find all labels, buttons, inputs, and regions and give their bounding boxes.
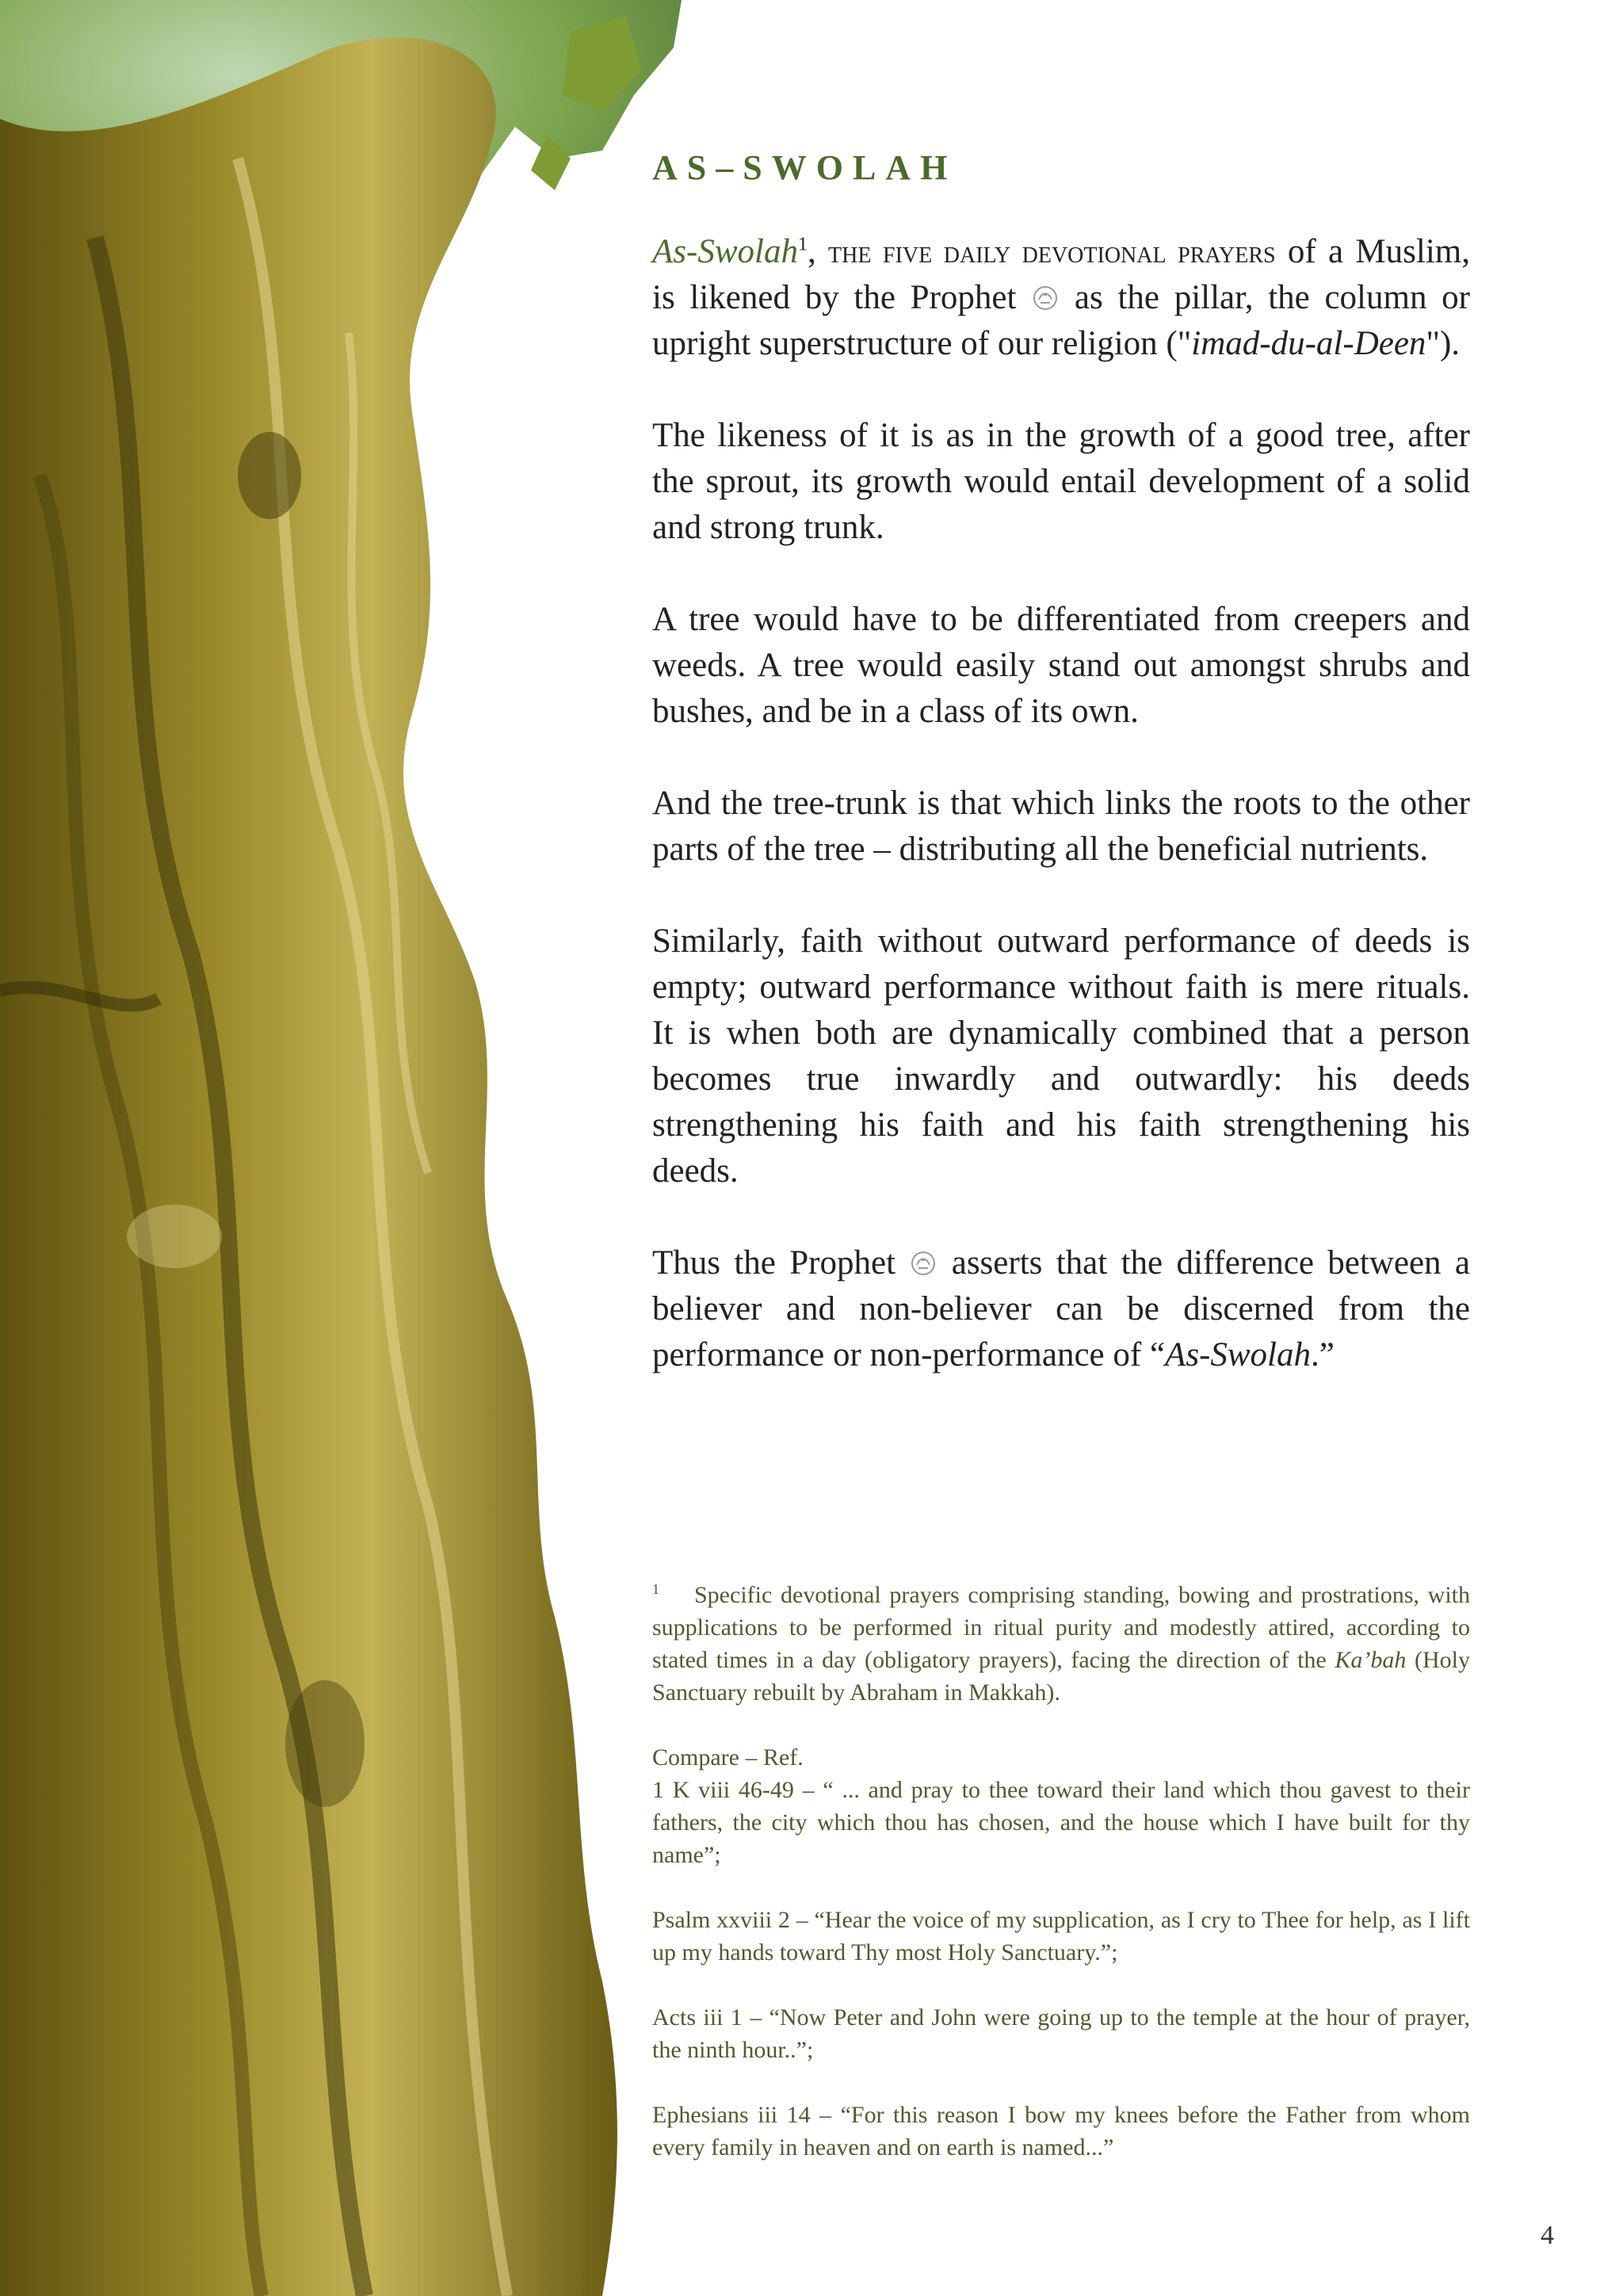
intro-arabic-term: imad-du-al-Deen bbox=[1191, 325, 1426, 362]
page-heading: AS–SWOLAH bbox=[652, 148, 957, 187]
tree-trunk-illustration bbox=[0, 0, 682, 2296]
salawat-honorific-icon bbox=[1031, 284, 1060, 312]
footnote-term: Ka’bah bbox=[1335, 1647, 1407, 1673]
salawat-honorific-icon bbox=[909, 1249, 938, 1278]
paragraph-1: The likeness of it is as in the growth of a good tree, after the sprout, its growth would entail development of a solid and strong trunk. bbox=[652, 417, 1470, 546]
closing-text-c: .” bbox=[1311, 1336, 1335, 1373]
footnote-1 bbox=[652, 1579, 1470, 1709]
page-number: 4 bbox=[1541, 2221, 1554, 2250]
footnotes bbox=[652, 1579, 1470, 2196]
closing-term: As-Swolah bbox=[1165, 1336, 1311, 1373]
footnote-text-a: Specific devotional prayers comprising standing, bowing and prostrations, with supplications to be performed in ritual purity and modestly attired, according to stated times in a day (obligatory prayers), facing the direction of the bbox=[652, 1582, 1470, 1673]
intro-paragraph: As-Swolah$^1$, the five daily devotional prayers of a Muslim, is likened by the Prophet as the pillar, the column or upright superstructure of our religion ("imad-du-al-Deen"). bbox=[652, 233, 1470, 362]
paragraph-3: And the tree-trunk is that which links the roots to the other parts of the tree – distributing all the beneficial nutrients. bbox=[652, 785, 1470, 868]
reference-block-1 bbox=[652, 1741, 1470, 1871]
intro-term: As-Swolah bbox=[652, 233, 798, 270]
footnote-ref: 1 bbox=[797, 234, 808, 255]
references-label: Compare – Ref. bbox=[652, 1744, 804, 1771]
intro-text-a: of a Muslim, is likened by the Prophet bbox=[652, 233, 1470, 316]
paragraph-2: A tree would have to be differentiated from creepers and weeds. A tree would easily stand out amongst shrubs and bushes, and be in a class of its own. bbox=[652, 601, 1470, 730]
main-content bbox=[652, 147, 1470, 1424]
reference-item: 1 K viii 46-49 – “ ... and pray to thee toward their land which thou gavest to their fathers, the city which thou has chosen, and the house which I have built for thy name”; bbox=[652, 1777, 1470, 1868]
intro-caps-phrase: the five daily devotional prayers bbox=[828, 234, 1276, 269]
reference-item: Psalm xxviii 2 – “Hear the voice of my supplication, as I cry to Thee for help, as I lift up my hands toward Thy most Holy Sanctuary.”; bbox=[652, 1907, 1470, 1966]
closing-paragraph bbox=[652, 1240, 1470, 1378]
intro-text-c: "). bbox=[1426, 325, 1461, 362]
body-text bbox=[652, 229, 1470, 1378]
closing-text-b: asserts that the difference between a believer and non-believer can be discerned from the performance or non-performance of “ bbox=[652, 1244, 1470, 1373]
reference-item: Acts iii 1 – “Now Peter and John were going up to the temple at the hour of prayer, the ninth hour..”; bbox=[652, 2004, 1470, 2063]
intro-text-b: as the pillar, the column or upright superstructure of our religion (" bbox=[652, 279, 1470, 362]
footnote-text-b: (Holy Sanctuary rebuilt by Abraham in Makkah). bbox=[652, 1647, 1470, 1706]
footnote-number: 1 bbox=[652, 1581, 659, 1597]
paragraph-4: Similarly, faith without outward performance of deeds is empty; outward performance without faith is mere rituals. It is when both are dynamically combined that a person becomes true inwardly and outwardly: his deeds strengthening his faith and his faith strengthening his deeds. bbox=[652, 923, 1470, 1190]
reference-item: Ephesians iii 14 – “For this reason I bow my knees before the Father from whom every family in heaven and on earth is named...” bbox=[652, 2102, 1470, 2160]
closing-text-a: Thus the Prophet bbox=[652, 1244, 910, 1282]
